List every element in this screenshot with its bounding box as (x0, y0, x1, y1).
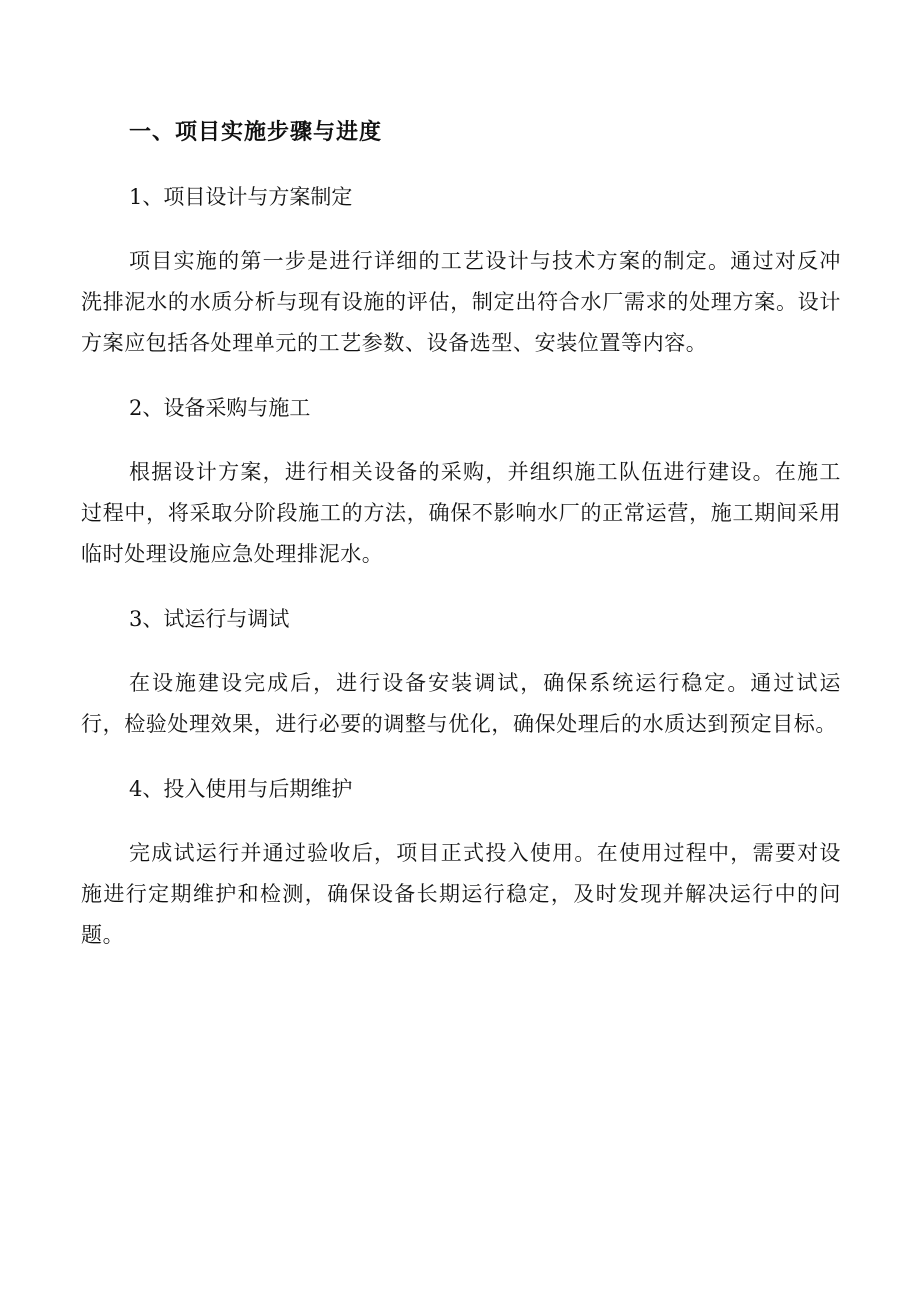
step-1-body: 项目实施的第一步是进行详细的工艺设计与技术方案的制定。通过对反冲洗排泥水的水质分析与现有设施的评估，制定出符合水厂需求的处理方案。设计方案应包括各处理单元的工艺参数、设备选型、安装位置等内容。 (81, 249, 841, 355)
step-2-body: 根据设计方案，进行相关设备的采购，并组织施工队伍进行建设。在施工过程中，将采取分阶段施工的方法，确保不影响水厂的正常运营，施工期间采用临时处理设施应急处理排泥水。 (81, 460, 841, 566)
step-1-title: 1、项目设计与方案制定 (129, 185, 353, 209)
step-4-title: 4、投入使用与后期维护 (129, 777, 353, 801)
step-2-title: 2、设备采购与施工 (129, 396, 311, 420)
step-3-body: 在设施建设完成后，进行设备安装调试，确保系统运行稳定。通过试运行，检验处理效果，进行必要的调整与优化，确保处理后的水质达到预定目标。 (81, 671, 841, 736)
document-content (81, 112, 841, 980)
section-heading: 一、项目实施步骤与进度 (129, 119, 383, 145)
step-4-body: 完成试运行并通过验收后，项目正式投入使用。在使用过程中，需要对设施进行定期维护和检测，确保设备长期运行稳定，及时发现并解决运行中的问题。 (81, 841, 841, 947)
step-3-title: 3、试运行与调试 (129, 607, 290, 631)
